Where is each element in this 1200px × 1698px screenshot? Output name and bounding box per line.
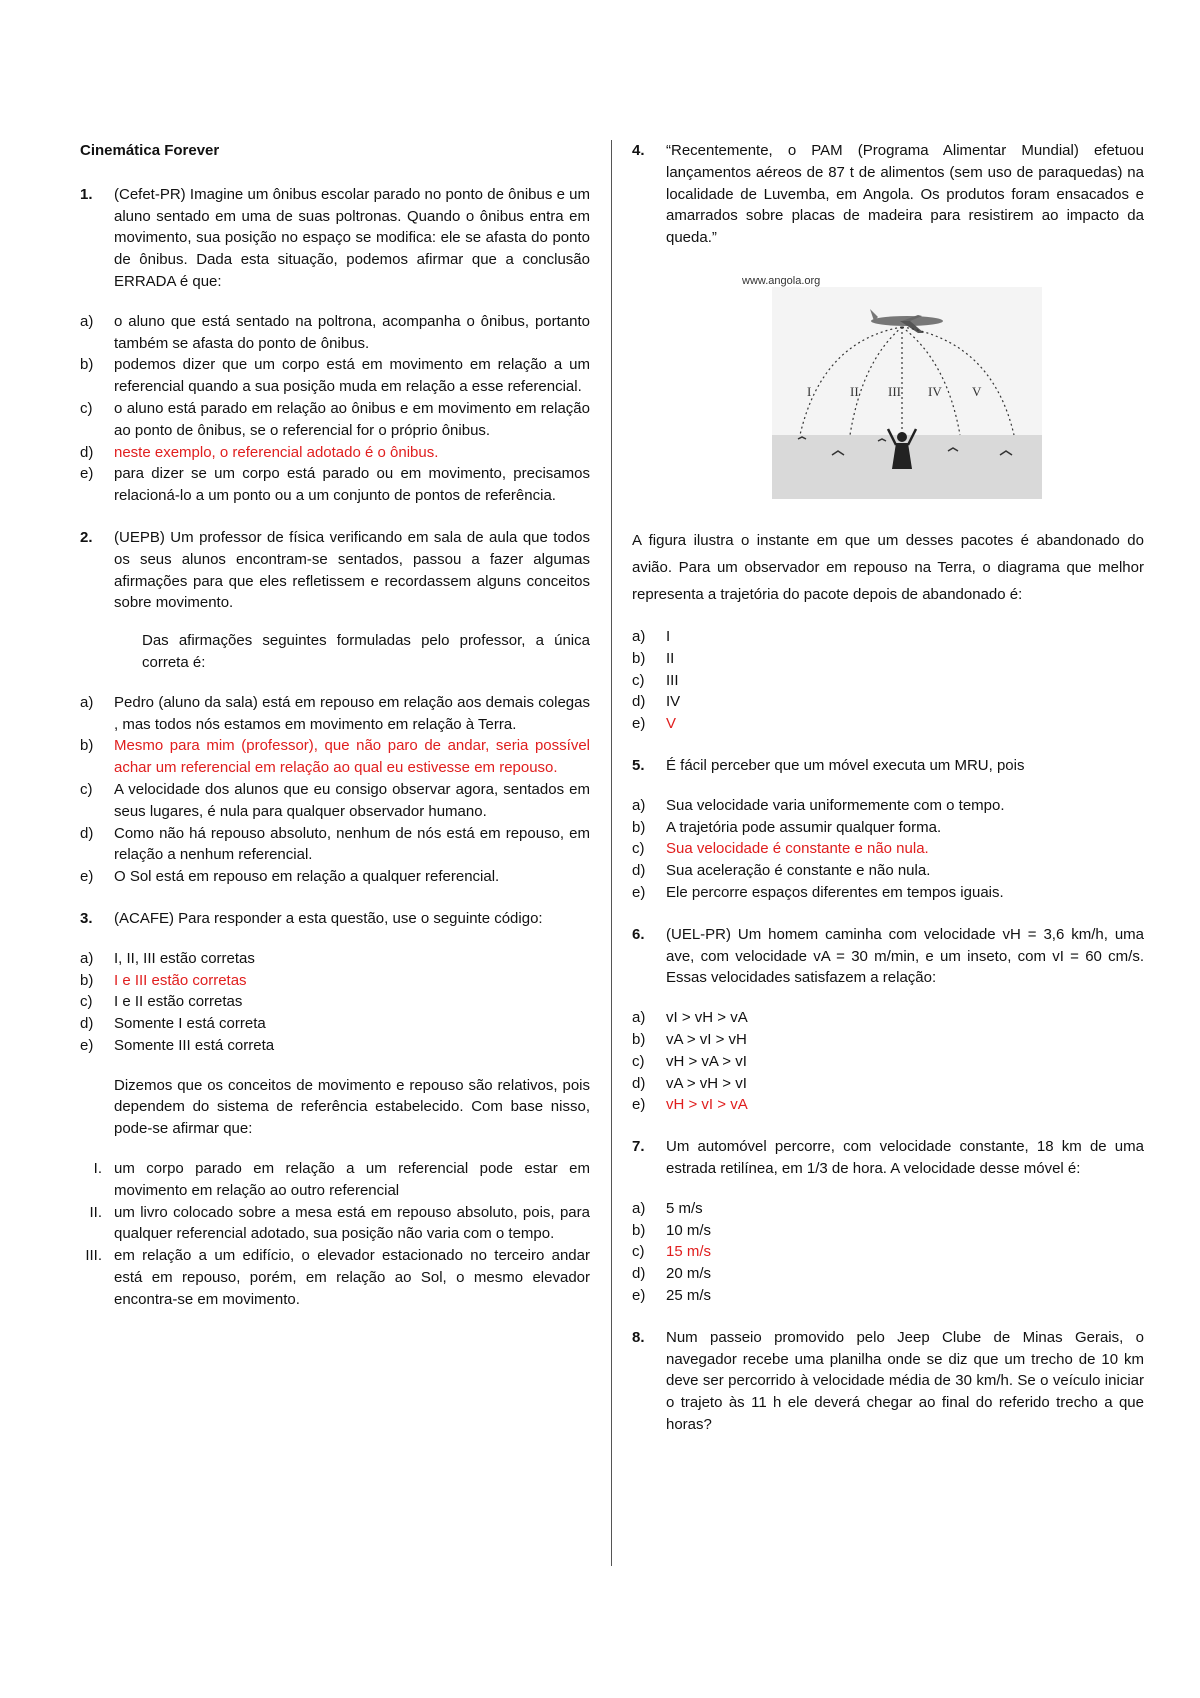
option-letter: c) [632,840,645,858]
question-number: 1. [80,185,93,203]
question-8 [632,1327,1144,1436]
option-c [80,398,590,442]
option-text: Pedro (aluno da sala) está em repouso em relação aos demais colegas , mas todos nós estamos em movimento em relação à Terra. [114,693,590,733]
option-a [80,692,590,736]
option-letter: c) [632,1243,645,1261]
question-text: (ACAFE) Para responder a esta questão, use o seguinte código: [114,909,543,927]
option-e-answer [632,713,1144,735]
option-text: vA > vH > vI [666,1074,747,1092]
option-letter: a) [632,627,646,645]
option-letter: b) [632,1030,646,1048]
left-column [80,140,590,1311]
option-e [632,1285,1144,1307]
option-c [80,991,590,1013]
question-7 [632,1136,1144,1180]
option-letter: d) [80,1015,94,1033]
option-letter: a) [632,796,646,814]
option-text: I, II, III estão corretas [114,949,255,967]
question-number: 2. [80,528,93,546]
option-a [632,1198,1144,1220]
question-text: (Cefet-PR) Imagine um ônibus escolar parado no ponto de ônibus e um aluno sentado em uma de suas poltronas. Quando o ônibus entra em movimento, sua posição no espaço se modifica: ele se afasta do ponto de ônibus. Dada esta situação, podemos afirmar que a conclusão ERRADA é que: [114,185,590,290]
option-b-answer [80,735,590,779]
question-7-options [632,1198,1144,1307]
column-divider [611,140,612,1566]
trajectory-label-i: I [807,383,812,399]
question-number: 4. [632,142,645,159]
question-number: 7. [632,1138,645,1156]
option-letter: a) [632,1009,646,1027]
option-b [632,648,1144,670]
option-text: vA > vI > vH [666,1030,747,1048]
option-text: Somente I está correta [114,1015,266,1033]
question-3 [80,908,590,930]
option-text: Ele percorre espaços diferentes em tempos iguais. [666,883,1004,901]
question-text: Um automóvel percorre, com velocidade constante, 18 km de uma estrada retilínea, em 1/3 de hora. A velocidade desse móvel é: [666,1138,1144,1177]
option-d-answer [80,442,590,464]
option-c-answer [632,1241,1144,1263]
option-d [632,1073,1144,1095]
option-letter: e) [632,883,646,901]
question-1-options [80,311,590,507]
option-text-answer: V [666,715,677,733]
question-number: 8. [632,1328,645,1346]
option-letter: c) [80,780,93,798]
option-letter: c) [632,1052,645,1070]
question-4-options [632,626,1144,735]
question-4-paragraph: A figura ilustra o instante em que um desses pacotes é abandonado do avião. Para um observador em repouso na Terra, o diagrama que melhor representa a trajetória do pacote depois de abandonado é: [632,531,1144,603]
airdrop-diagram [742,271,1042,499]
trajectory-label-ii: II [850,383,859,399]
option-letter: d) [80,443,94,461]
option-text-answer: Sua velocidade é constante e não nula. [666,840,929,858]
option-letter: e) [80,1036,94,1054]
option-text: A trajetória pode assumir qualquer forma. [666,818,942,836]
option-c [632,1051,1144,1073]
option-text: IV [666,693,681,711]
option-text-answer: 15 m/s [666,1243,712,1261]
option-text: III [666,671,679,689]
sky-area [772,287,1042,435]
statement-number: III. [85,1247,102,1265]
question-1 [80,184,590,293]
option-text-answer: Mesmo para mim (professor), que não paro de andar, seria possível achar um referencial em relação ao qual eu estivesse em repouso. [114,737,590,777]
question-text: Num passeio promovido pelo Jeep Clube de Minas Gerais, o navegador recebe uma planilha onde se diz que um trecho de 10 km deve ser percorrido à velocidade média de 30 km/h. Se o veículo iniciar o trajeto às 11 h ele deverá chegar ao final do referido trecho a que horas? [666,1328,1144,1433]
question-3-note: Dizemos que os conceitos de movimento e repouso são relativos, pois dependem do sistema de referência estabelecido. Com base nisso, pode-se afirmar que: [114,1076,590,1138]
option-letter: d) [632,1074,646,1092]
question-text: “Recentemente, o PAM (Programa Alimentar Mundial) efetuou lançamentos aéreos de 87 t de alimentos (sem uso de paraquedas) na localidade de Luvemba, em Angola. Os produtos foram ensacados e amarrados sobre placas de madeira para resistirem ao impacto da queda.” [666,142,1144,247]
option-b [80,354,590,398]
question-6 [632,924,1144,989]
option-letter: e) [632,715,646,733]
option-a [80,311,590,355]
question-5-options [632,795,1144,904]
airdrop-figure [742,271,1042,499]
option-text: Somente III está correta [114,1036,275,1054]
option-letter: e) [632,1286,646,1304]
option-letter: a) [632,1199,646,1217]
option-e [80,1035,590,1057]
option-letter: d) [632,1265,646,1283]
option-letter: c) [632,671,645,689]
question-number: 5. [632,756,645,774]
option-text: Sua aceleração é constante e não nula. [666,862,931,880]
option-d [80,1013,590,1035]
document-title: Cinemática Forever [80,142,220,159]
option-letter: e) [80,465,94,483]
option-letter: c) [80,993,93,1011]
option-letter: c) [80,399,93,417]
question-text: (UEPB) Um professor de física verificando em sala de aula que todos os seus alunos encontram-se sentados, passou a fazer algumas afirmações para que eles refletissem e recordassem alguns conceitos sobre movimento. [114,528,590,612]
option-text: 20 m/s [666,1265,712,1283]
trajectory-label-iv: IV [928,383,942,399]
option-text: o aluno que está sentado na poltrona, acompanha o ônibus, portanto também se afasta do ponto de ônibus. [114,312,590,352]
option-b [632,1029,1144,1051]
statement-iii [80,1245,590,1310]
figure-caption: www.angola.org [742,274,821,287]
option-b [632,1220,1144,1242]
option-d [632,691,1144,713]
option-text: II [666,649,675,667]
option-c [80,779,590,823]
question-5 [632,755,1144,777]
option-letter: a) [80,693,94,711]
option-letter: b) [80,971,94,989]
option-b-answer [80,970,590,992]
option-letter: d) [80,824,94,842]
option-letter: b) [632,818,646,836]
question-text: É fácil perceber que um móvel executa um MRU, pois [666,756,1025,774]
option-text: Como não há repouso absoluto, nenhum de nós está em repouso, em relação a nenhum referencial. [114,824,590,864]
statement-i [80,1158,590,1202]
option-text: 10 m/s [666,1221,712,1239]
option-text: o aluno está parado em relação ao ônibus e em movimento em relação ao ponto de ônibus, se o referencial for o próprio ônibus. [114,399,590,439]
option-d [632,1263,1144,1285]
option-a [632,1007,1144,1029]
option-text: podemos dizer que um corpo está em movimento em relação a um referencial quando a sua posição muda em relação a esse referencial. [114,356,590,396]
right-column [632,140,1144,1436]
statement-text: em relação a um edifício, o elevador estacionado no terceiro andar está em repouso, porém, em relação ao Sol, o mesmo elevador encontra-se em movimento. [114,1247,590,1308]
option-d [80,823,590,867]
question-2 [80,527,590,614]
option-letter: e) [632,1096,646,1114]
option-letter: d) [632,693,646,711]
trajectory-label-iii: III [888,383,901,399]
question-number: 3. [80,909,93,927]
statement-number: I. [93,1160,102,1178]
statement-text: um corpo parado em relação a um referencial pode estar em movimento em relação ao outro referencial [114,1160,590,1199]
option-text-answer: I e III estão corretas [114,971,247,989]
question-number: 6. [632,925,645,943]
option-text-answer: neste exemplo, o referencial adotado é o ônibus. [114,443,439,461]
option-text: Sua velocidade varia uniformemente com o tempo. [666,796,1005,814]
option-letter: a) [80,949,94,967]
option-letter: a) [80,312,94,330]
question-text: (UEL-PR) Um homem caminha com velocidade vH = 3,6 km/h, uma ave, com velocidade vA = 30 m/min, e um inseto, com vI = 60 cm/s. Essas velocidades satisfazem a relação: [666,925,1144,987]
option-text: I e II estão corretas [114,993,243,1011]
option-e [632,882,1144,904]
trajectory-label-v: V [972,383,982,399]
option-text: O Sol está em repouso em relação a qualquer referencial. [114,868,500,886]
option-text: para dizer se um corpo está parado ou em movimento, precisamos relacioná-lo a um ponto ou a um conjunto de pontos de referência. [114,465,590,505]
option-e-answer [632,1094,1144,1116]
question-6-options [632,1007,1144,1116]
option-e [80,463,590,507]
option-letter: b) [80,356,94,374]
option-a [632,795,1144,817]
option-letter: b) [80,737,94,755]
option-text: A velocidade dos alunos que eu consigo observar agora, sentados em seus lugares, é nula para qualquer observador humano. [114,780,590,820]
option-d [632,860,1144,882]
option-c [632,670,1144,692]
option-text-answer: vH > vI > vA [666,1096,748,1114]
option-c-answer [632,838,1144,860]
statement-ii [80,1202,590,1246]
option-text: vH > vA > vI [666,1052,747,1070]
option-letter: e) [80,868,94,886]
statement-number: II. [89,1203,102,1221]
option-b [632,817,1144,839]
option-letter: b) [632,1221,646,1239]
question-2-options [80,692,590,888]
option-text: 5 m/s [666,1199,703,1217]
option-e [80,866,590,888]
option-text: vI > vH > vA [666,1009,748,1027]
question-3-statements [80,1158,590,1311]
option-text: 25 m/s [666,1286,712,1304]
question-4 [632,140,1144,249]
option-letter: b) [632,649,646,667]
option-a [632,626,1144,648]
option-letter: d) [632,862,646,880]
option-a [80,948,590,970]
question-3-options [80,948,590,1057]
question-2-note: Das afirmações seguintes formuladas pelo professor, a única correta é: [142,632,590,671]
option-text: I [666,627,671,645]
statement-text: um livro colocado sobre a mesa está em repouso absoluto, pois, para qualquer referencial adotado, sua posição não varia com o tempo. [114,1203,590,1243]
